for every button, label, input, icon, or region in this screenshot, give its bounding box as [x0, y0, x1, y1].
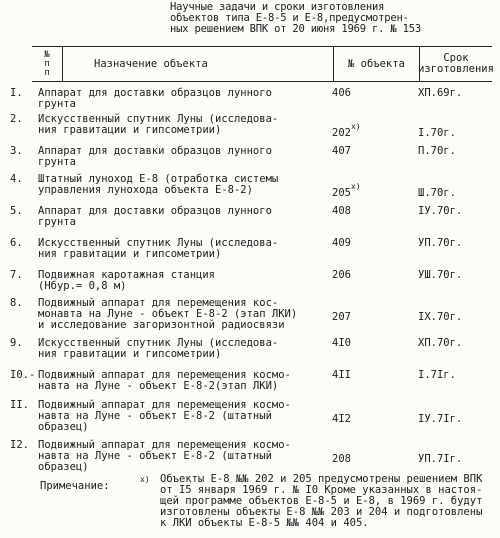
row-deadline: П.70г. [418, 145, 456, 157]
header-purpose: Назначение объекта [62, 47, 334, 81]
row-description [38, 440, 314, 473]
note-line: Объекты Е-8 №№ 202 и 205 предусмотрены решением ВПК [160, 473, 483, 485]
row-deadline: ХП.69г. [418, 87, 463, 99]
note-text [160, 474, 500, 529]
row-description-line: ния гравитации и гипсометрии) [38, 124, 222, 136]
row-description-line: ния гравитации и гипсометрии) [38, 248, 222, 260]
object-number-value: 207 [332, 311, 351, 323]
row-description-line: управления лунохода объекта Е-8-2) [38, 184, 253, 196]
row-object-number [332, 121, 392, 139]
row-number: II. [10, 399, 29, 411]
row-number: I0.- [10, 369, 36, 381]
row-description-line: образец) [38, 461, 89, 473]
row-number: 4. [10, 173, 23, 185]
row-deadline: IУ.7Iг. [418, 413, 463, 425]
row-description-line: Аппарат для доставки образцов лунного [38, 205, 272, 217]
row-description-line: Штатный луноход Е-8 (отработка системы [38, 173, 279, 185]
row-object-number [332, 146, 392, 157]
header-deadline [420, 47, 492, 81]
row-deadline: УП.70г. [418, 237, 463, 249]
row-object-number [332, 181, 392, 199]
row-description [38, 270, 314, 292]
row-description-line: ния гравитации и гипсометрии) [38, 348, 222, 360]
row-description-line: Подвижный аппарат для перемещения космо- [38, 369, 291, 381]
row-description [38, 370, 314, 392]
row-deadline: УШ.70г. [418, 269, 463, 281]
object-number-value: 205 [332, 187, 351, 199]
row-object-number [332, 370, 392, 381]
row-deadline: IУ.70г. [418, 205, 463, 217]
row-description-line: Искусственный спутник Луны (исследова- [38, 113, 279, 125]
object-number-value: 4II [332, 369, 351, 381]
object-number-value: 409 [332, 237, 351, 249]
footnote-marker: x) [350, 181, 361, 191]
row-number: I2. [10, 439, 29, 451]
note-marker: x) [140, 475, 150, 484]
header-number-symbol: № [44, 49, 50, 60]
row-deadline: I.7Iг. [418, 369, 456, 381]
row-description [38, 146, 314, 168]
row-object-number [332, 414, 392, 425]
header-number-cell [32, 47, 63, 81]
row-description-line: грунта [38, 98, 76, 110]
row-description-line: Искусственный спутник Луны (исследова- [38, 337, 279, 349]
title-line-2: объектов типа Е-8-5 и Е-8,предусмотрен- [170, 12, 409, 24]
row-object-number [332, 238, 392, 249]
header-deadline-line1: Срок [443, 52, 469, 64]
object-number-value: 406 [332, 87, 351, 99]
row-description-line: навта на Луне - объект Е-8-2 (штатный [38, 450, 272, 462]
object-number-value: 4I0 [332, 337, 351, 349]
header-number-p1: п [44, 58, 50, 69]
row-description-line: образец) [38, 421, 89, 433]
row-number: I. [10, 87, 23, 99]
note-line: к ЛКИ объекты Е-8-5 №№ 404 и 405. [160, 517, 369, 529]
row-object-number [332, 88, 392, 99]
row-description [38, 174, 314, 196]
title-line-1: Научные задачи и сроки изготовления [170, 1, 385, 13]
row-number: 2. [10, 113, 23, 125]
row-deadline: I.70г. [418, 127, 456, 139]
row-description-line: Аппарат для доставки образцов лунного [38, 145, 272, 157]
row-number: 7. [10, 269, 23, 281]
footnote-marker: x) [350, 121, 361, 131]
row-object-number [332, 454, 392, 465]
row-description [38, 206, 314, 228]
title-line-3: ных решением ВПК от 20 июня 1969 г. № 153 [170, 23, 421, 35]
row-description-line: и исследование загоризонтной радиосвязи [38, 319, 285, 331]
row-description [38, 238, 314, 260]
row-description-line: Подвижный аппарат для перемещения космо- [38, 439, 291, 451]
row-description-line: Подвижный аппарат для перемещения космо- [38, 399, 291, 411]
row-description-line: навта на Луне - объект Е-8-2(этап ЛКИ) [38, 380, 279, 392]
row-description [38, 400, 314, 433]
row-object-number [332, 338, 392, 349]
row-deadline: Ш.70г. [418, 187, 456, 199]
note-line: изготовлены объекты Е-8 №№ 203 и 204 и подготовлены [160, 506, 483, 518]
object-number-value: 407 [332, 145, 351, 157]
row-description-line: грунта [38, 156, 76, 168]
object-number-value: 408 [332, 205, 351, 217]
object-number-value: 206 [332, 269, 351, 281]
row-description-line: навта на Луне - объект Е-8-2 (штатный [38, 410, 272, 422]
row-description [38, 88, 314, 110]
row-description-line: Искусственный спутник Луны (исследова- [38, 237, 279, 249]
row-description-line: Аппарат для доставки образцов лунного [38, 87, 272, 99]
header-number-p2: п [44, 67, 50, 78]
object-number-value: 202 [332, 127, 351, 139]
object-number-value: 208 [332, 453, 351, 465]
row-deadline: УП.7Iг. [418, 453, 463, 465]
header-deadline-line2: изготовления [418, 63, 494, 75]
row-description-line: Подвижный аппарат для перемещения кос- [38, 297, 279, 309]
table-header [32, 46, 492, 82]
row-object-number [332, 312, 392, 323]
row-description [38, 114, 314, 136]
note-line: щей программе объектов Е-8-5 и Е-8, в 1969 г. будут [160, 495, 483, 507]
row-object-number [332, 270, 392, 281]
row-description-line: грунта [38, 216, 76, 228]
note-label: Примечание: [40, 480, 110, 492]
row-number: 9. [10, 337, 23, 349]
row-description-line: (Нбур.= 0,8 м) [38, 280, 127, 292]
row-deadline: ХП.70г. [418, 337, 463, 349]
row-description [38, 298, 314, 331]
row-description-line: монавта на Луне - объект Е-8-2 (этап ЛКИ) [38, 308, 298, 320]
row-description-line: Подвижная каротажная станция [38, 269, 216, 281]
row-object-number [332, 206, 392, 217]
row-number: 8. [10, 297, 23, 309]
row-description [38, 338, 314, 360]
row-deadline: IХ.70г. [418, 311, 463, 323]
document-title [170, 2, 500, 35]
row-number: 3. [10, 145, 23, 157]
note-line: от I5 января 1969 г. № I0 Кроме указанных в настоя- [160, 484, 483, 496]
row-number: 5. [10, 205, 23, 217]
row-number: 6. [10, 237, 23, 249]
object-number-value: 4I2 [332, 413, 351, 425]
header-object-no: № объекта [334, 47, 420, 81]
